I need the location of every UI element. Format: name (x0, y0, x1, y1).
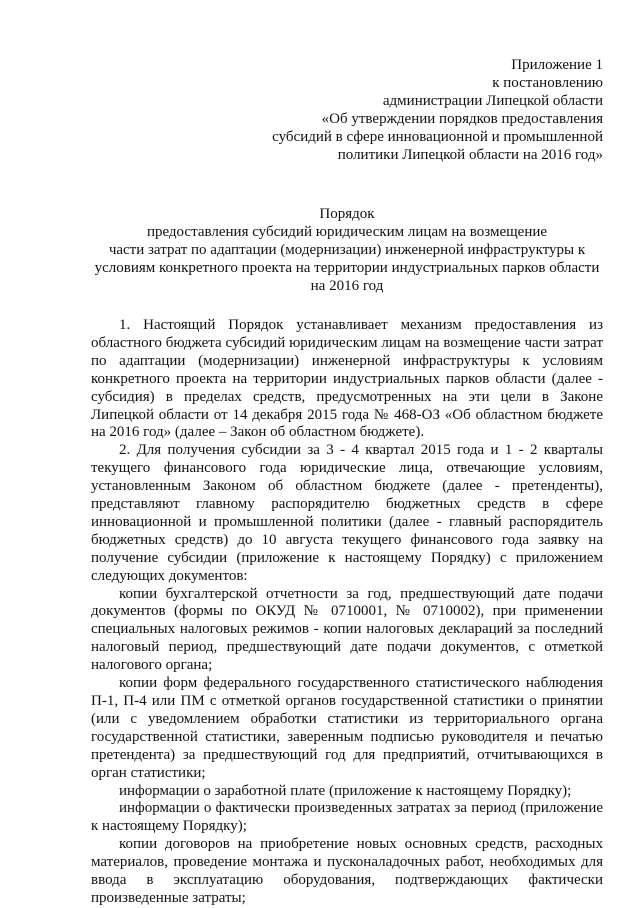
paragraph-1: 1. Настоящий Порядок устанавливает механизм предоставления из областного бюджета субсидий юридическим лицам на возмещение части затрат по адаптации (модернизации) инженерной инфраструктуры к условиям конкретного проекта на территории индустриальных парков области (далее - субсидия) в пределах средств, предусмотренных на эти цели в Законе Липецкой области от 14 декабря 2015 года № 468-ОЗ «Об областном бюджете на 2016 год» (далее – Закон об областном бюджете). (91, 316, 603, 441)
title-line: условиям конкретного проекта на территории индустриальных парков области (94, 260, 600, 277)
document-body (91, 317, 603, 908)
appendix-header (91, 57, 603, 164)
list-item-salary-info: информации о заработной плате (приложение к настоящему Порядку); (119, 782, 572, 799)
list-item-costs-info: информации о фактически произведенных затратах за период (приложение к настоящему Порядку); (91, 800, 603, 835)
document-title (91, 206, 603, 296)
title-line: части затрат по адаптации (модернизации) инженерной инфраструктуры к (108, 242, 586, 259)
appendix-line: политики Липецкой области на 2016 год» (337, 146, 603, 163)
title-line: Порядок (319, 206, 375, 223)
title-line: на 2016 год (310, 278, 384, 295)
list-item-statistics-forms: копии форм федерального государственного статистического наблюдения П-1, П-4 или ПМ с отметкой органов государственной статистики о принятии (или с уведомлением обработки статистики из территориального органа государственной статистики, заверенным подписью руководителя и печатью претендента) за предшествующий год для предприятий, отчитывающихся в орган статистики; (91, 675, 603, 781)
list-item-contracts: копии договоров на приобретение новых основных средств, расходных материалов, проведение монтажа и пусконаладочных работ, необходимых для ввода в эксплуатацию оборудования, подтверждающих фактически произведенные затраты; (91, 836, 603, 906)
appendix-line: администрации Липецкой области (382, 92, 603, 109)
appendix-line: Приложение 1 (511, 57, 603, 73)
title-line: предоставления субсидий юридическим лицам на возмещение (146, 224, 548, 241)
appendix-line: субсидий в сфере инновационной и промышленной (272, 128, 603, 145)
list-item-accounting-reports: копии бухгалтерской отчетности за год, предшествующий дате подачи документов (формы по ОКУД № 0710001, № 0710002), при применении специальных налоговых режимов - копии налоговых деклараций за последний налоговый период, предшествующий дате подачи документов, с отметкой налогового органа; (91, 585, 603, 674)
appendix-line: «Об утверждении порядков предоставления (321, 110, 603, 127)
paragraph-2: 2. Для получения субсидии за 3 - 4 квартал 2015 года и 1 - 2 кварталы текущего финансового года юридические лица, отвечающие условиям, установленным Законом об областном бюджете (далее - претенденты), представляют главному распорядителю бюджетных средств в сфере инновационной и промышленной политики (далее - главный распорядитель бюджетных средств) до 10 августа текущего финансового года заявку на получение субсидии (приложение к настоящему Порядку) с приложением следующих документов: (91, 442, 603, 584)
appendix-line: к постановлению (492, 74, 603, 91)
